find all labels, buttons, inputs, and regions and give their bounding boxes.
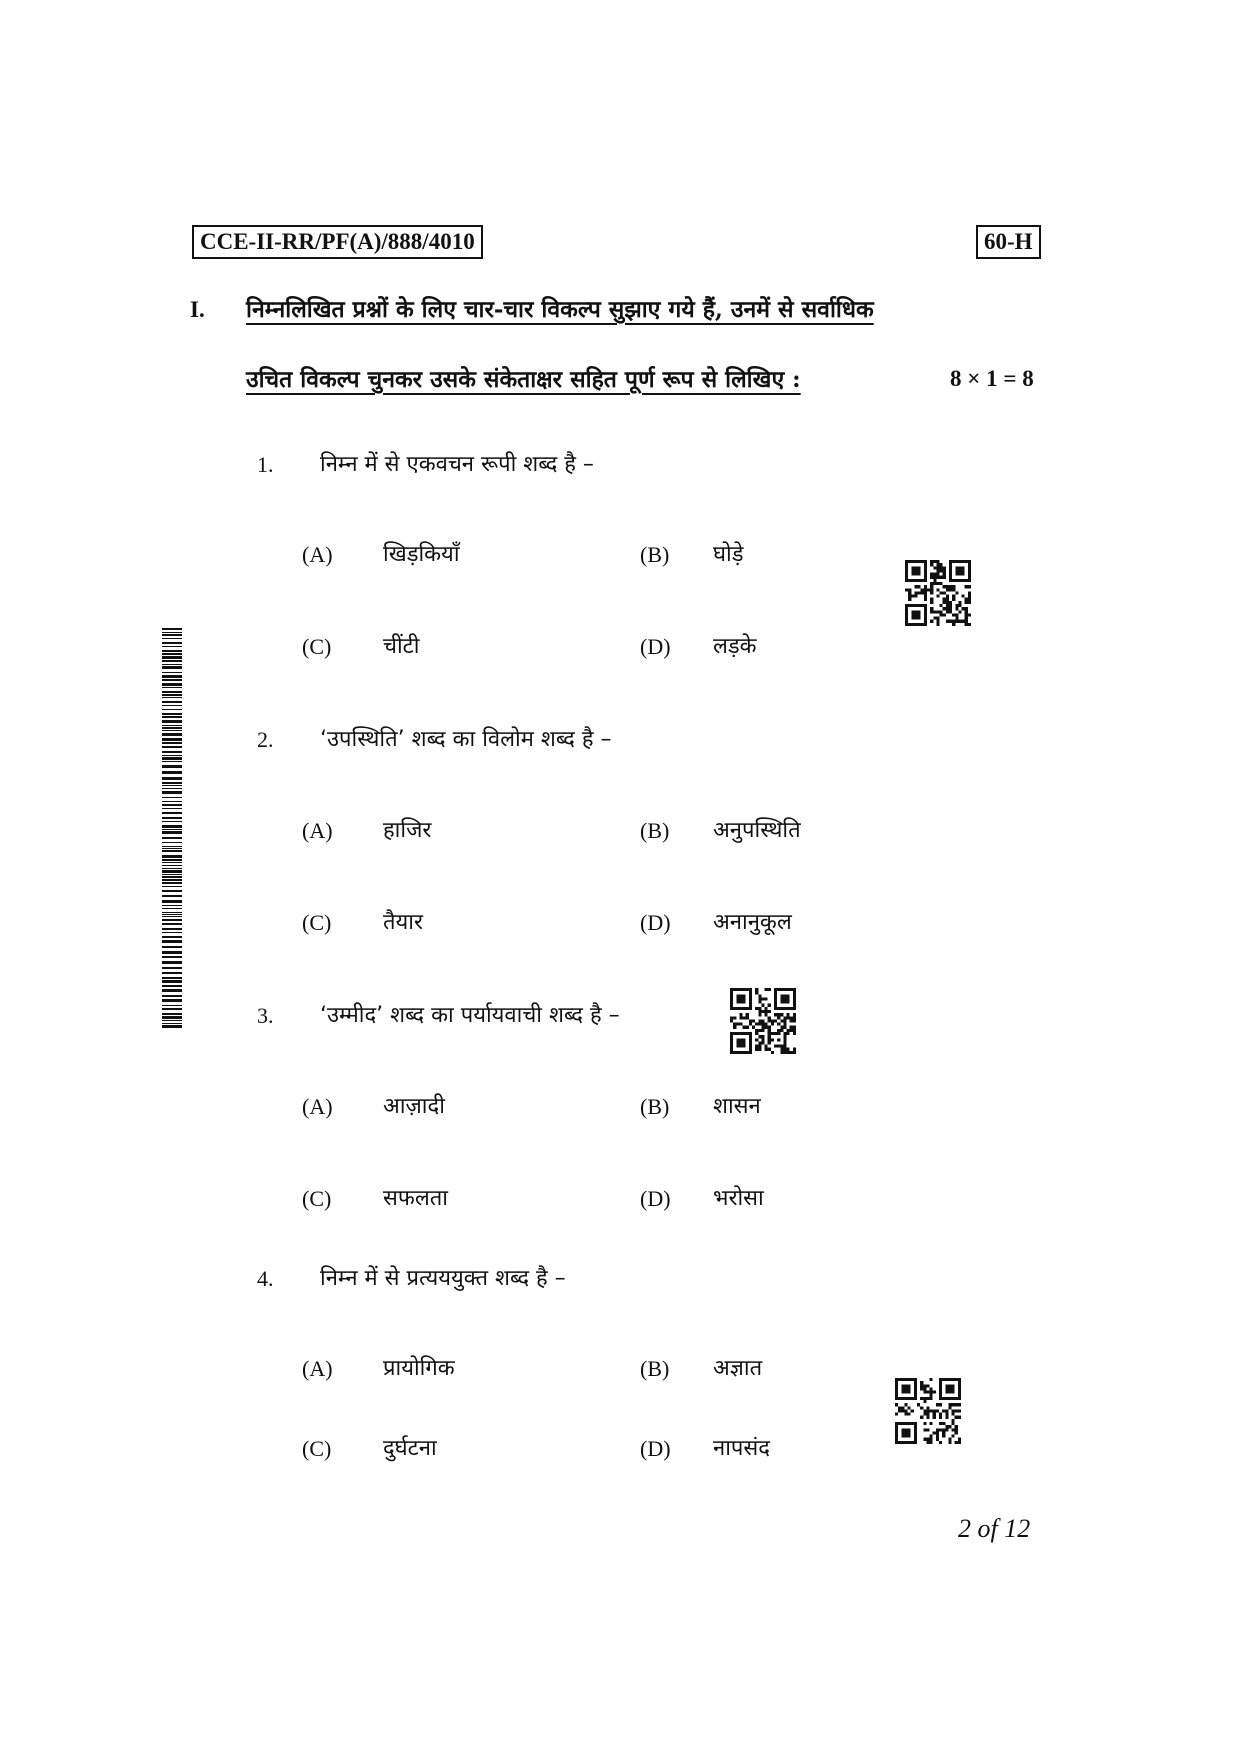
option-label: (C) bbox=[302, 910, 332, 935]
qr-code-icon bbox=[730, 988, 796, 1054]
option-text: आज़ादी bbox=[383, 1094, 445, 1119]
question-number: 1. bbox=[257, 452, 274, 477]
paper-code: CCE-II-RR/PF(A)/888/4010 bbox=[192, 225, 483, 259]
section-number: I. bbox=[190, 297, 205, 322]
option-text: अज्ञात bbox=[713, 1356, 763, 1381]
subject-code: 60-H bbox=[976, 225, 1041, 259]
question-number: 4. bbox=[257, 1266, 274, 1291]
option-text: सफलता bbox=[383, 1186, 448, 1211]
option-text: चींटी bbox=[383, 634, 420, 659]
option-text: दुर्घटना bbox=[383, 1436, 437, 1461]
option-text: भरोसा bbox=[713, 1186, 764, 1211]
question-number: 3. bbox=[257, 1003, 274, 1028]
option-text: हाजिर bbox=[383, 818, 432, 843]
section-instruction-line1: निम्नलिखित प्रश्नों के लिए चार-चार विकल्प सुझाए गये हैं, उनमें से सर्वाधिक bbox=[246, 296, 874, 323]
option-label: (D) bbox=[640, 1436, 671, 1461]
option-label: (A) bbox=[302, 1356, 333, 1381]
question-number: 2. bbox=[257, 727, 274, 752]
question-text: निम्न में से एकवचन रूपी शब्द है – bbox=[320, 452, 594, 477]
option-text: प्रायोगिक bbox=[383, 1356, 455, 1381]
qr-code-icon bbox=[895, 1378, 961, 1444]
option-text: अनानुकूल bbox=[713, 910, 792, 935]
option-label: (A) bbox=[302, 818, 333, 843]
barcode-icon bbox=[162, 628, 182, 1028]
qr-code-icon bbox=[905, 560, 971, 626]
option-label: (C) bbox=[302, 634, 332, 659]
option-text: अनुपस्थिति bbox=[713, 818, 801, 843]
option-label: (D) bbox=[640, 910, 671, 935]
option-text: खिड़कियाँ bbox=[383, 542, 460, 567]
option-label: (B) bbox=[640, 818, 670, 843]
option-label: (B) bbox=[640, 1094, 670, 1119]
question-text: ‘उम्मीद’ शब्द का पर्यायवाची शब्द है – bbox=[320, 1003, 620, 1028]
option-text: लड़के bbox=[713, 634, 757, 659]
option-label: (B) bbox=[640, 1356, 670, 1381]
option-label: (B) bbox=[640, 542, 670, 567]
section-marks: 8 × 1 = 8 bbox=[950, 366, 1034, 391]
option-label: (A) bbox=[302, 542, 333, 567]
option-text: घोड़े bbox=[713, 542, 744, 567]
option-text: नापसंद bbox=[713, 1436, 770, 1461]
option-label: (A) bbox=[302, 1094, 333, 1119]
question-text: निम्न में से प्रत्यययुक्त शब्द है – bbox=[320, 1266, 566, 1291]
option-label: (D) bbox=[640, 634, 671, 659]
page-number: 2 of 12 bbox=[958, 1514, 1031, 1543]
section-instruction-line2: उचित विकल्प चुनकर उसके संकेताक्षर सहित पूर्ण रूप से लिखिए : bbox=[246, 366, 801, 393]
option-text: तैयार bbox=[383, 910, 423, 935]
option-label: (C) bbox=[302, 1436, 332, 1461]
option-text: शासन bbox=[713, 1094, 761, 1119]
question-text: ‘उपस्थिति’ शब्द का विलोम शब्द है – bbox=[320, 727, 612, 752]
option-label: (C) bbox=[302, 1186, 332, 1211]
option-label: (D) bbox=[640, 1186, 671, 1211]
